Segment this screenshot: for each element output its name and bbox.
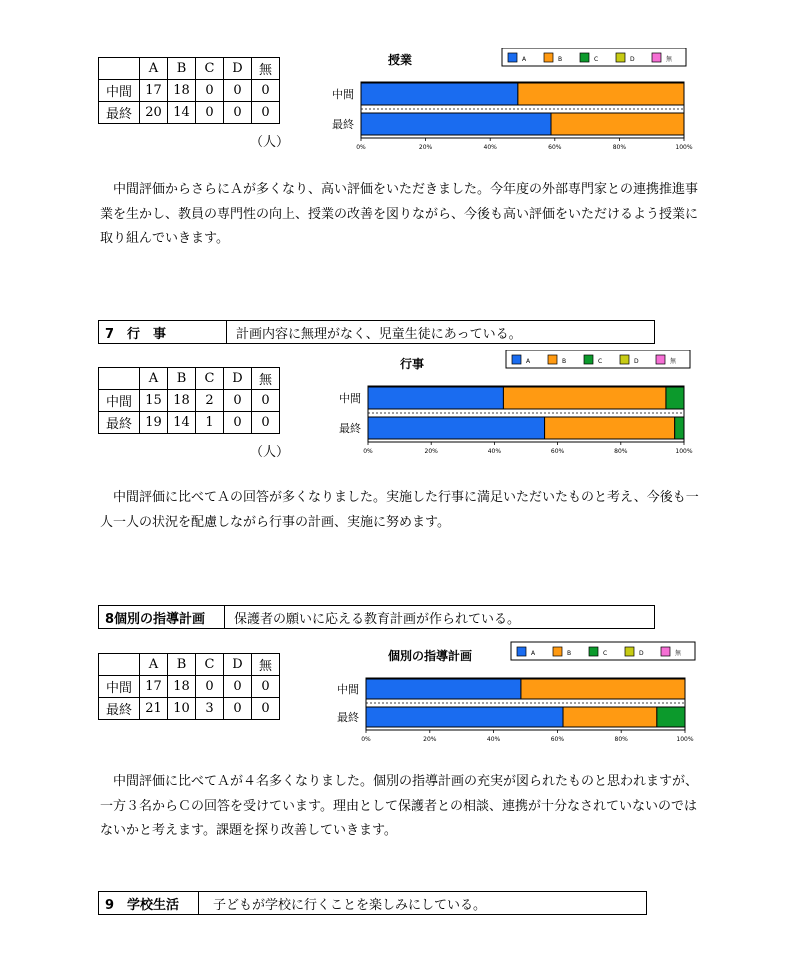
bar-segment xyxy=(521,679,685,699)
legend-swatch xyxy=(544,53,553,62)
legend xyxy=(506,350,690,368)
legend-swatch xyxy=(589,647,598,656)
category-label: 最終 xyxy=(337,711,359,724)
cell: 17 xyxy=(140,676,168,698)
legend-label: A xyxy=(522,56,527,63)
x-tick-label: 100% xyxy=(675,144,693,151)
legend-label: A xyxy=(531,650,536,657)
cell: 0 xyxy=(196,80,224,102)
x-tick-label: 40% xyxy=(487,448,502,455)
section-criterion: 計画内容に無理がなく、児童生徒にあっている。 xyxy=(236,326,522,342)
bar-segment xyxy=(368,387,503,409)
col-header-a: A xyxy=(140,654,168,676)
col-header-d: D xyxy=(224,58,252,80)
cell: 0 xyxy=(196,102,224,124)
paragraph: 中間評価からさらにＡが多くなり、高い評価をいただきました。今年度の外部専門家との連携推進事業を生かし、教員の専門性の向上、授業の改善を図りながら、今後も高い評価をいただけるよう授業に取り組んでいきます。 xyxy=(100,182,699,246)
x-tick-label: 60% xyxy=(548,144,562,151)
cell: 0 xyxy=(252,80,280,102)
bar-segment xyxy=(657,707,685,727)
cell: 0 xyxy=(224,102,252,124)
section-criterion: 保護者の願いに応える教育計画が作られている。 xyxy=(234,611,521,627)
legend-swatch xyxy=(656,355,665,364)
legend-label: C xyxy=(598,358,603,365)
cell: 0 xyxy=(252,390,280,412)
bar-segment xyxy=(503,387,666,409)
x-tick-label: 80% xyxy=(614,736,628,743)
category-label: 最終 xyxy=(339,422,361,435)
cell: 0 xyxy=(224,676,252,698)
col-header-b: B xyxy=(168,368,196,390)
bar-segment xyxy=(361,83,518,105)
table-row xyxy=(99,698,280,720)
x-tick-label: 0% xyxy=(356,144,366,151)
cell: 0 xyxy=(252,102,280,124)
bar-segment xyxy=(368,417,545,439)
bar-segment xyxy=(563,707,657,727)
unit-label: （人） xyxy=(250,445,290,460)
cell: 10 xyxy=(168,698,196,720)
bar-segment xyxy=(518,83,684,105)
col-header-a: A xyxy=(140,368,168,390)
x-tick-label: 40% xyxy=(483,144,497,151)
table-row xyxy=(99,412,280,434)
bar-segment xyxy=(361,113,551,135)
legend xyxy=(511,642,695,660)
table-row xyxy=(99,80,280,102)
legend-swatch xyxy=(625,647,634,656)
col-header-b: B xyxy=(168,654,196,676)
cell: 0 xyxy=(252,412,280,434)
cell: 14 xyxy=(168,412,196,434)
col-header-c: C xyxy=(196,368,224,390)
section-header xyxy=(98,605,655,629)
section-label: 7 行 事 xyxy=(99,321,227,343)
x-tick-label: 60% xyxy=(550,736,565,743)
count-table xyxy=(98,57,280,124)
legend-swatch xyxy=(512,355,521,364)
count-table xyxy=(98,653,280,720)
section-header xyxy=(98,320,655,344)
x-tick-label: 100% xyxy=(675,448,693,455)
chart-title: 個別の指導計画 xyxy=(388,649,473,663)
col-header-d: D xyxy=(224,368,252,390)
cell: 18 xyxy=(168,80,196,102)
table-corner xyxy=(99,654,140,676)
row-label: 中間 xyxy=(99,390,140,412)
legend-swatch xyxy=(584,355,593,364)
category-label: 中間 xyxy=(337,683,359,696)
legend-swatch xyxy=(517,647,526,656)
table-row xyxy=(99,102,280,124)
chart-svg xyxy=(330,48,700,160)
legend-swatch xyxy=(553,647,562,656)
cell: 3 xyxy=(196,698,224,720)
chart-event xyxy=(330,350,700,462)
cell: 14 xyxy=(168,102,196,124)
legend-swatch xyxy=(580,53,589,62)
legend-label: A xyxy=(526,358,531,365)
cell: 18 xyxy=(168,390,196,412)
legend-swatch xyxy=(548,355,557,364)
row-label: 最終 xyxy=(99,412,140,434)
unit-label: （人） xyxy=(250,135,290,150)
bar-segment xyxy=(666,387,684,409)
row-label: 中間 xyxy=(99,80,140,102)
cell: 15 xyxy=(140,390,168,412)
cell: 2 xyxy=(196,390,224,412)
chart-class xyxy=(330,48,700,160)
x-tick-label: 0% xyxy=(361,736,371,743)
paragraph: 中間評価に比べてＡの回答が多くなりました。実施した行事に満足いただいたものと考え、今後も一人一人の状況を配慮しながら行事の計画、実施に努めます。 xyxy=(100,490,699,530)
chart-title: 授業 xyxy=(388,53,413,67)
legend xyxy=(502,48,686,66)
row-label: 最終 xyxy=(99,102,140,124)
legend-label: 無 xyxy=(675,650,682,657)
col-header-none: 無 xyxy=(252,654,280,676)
row-label: 最終 xyxy=(99,698,140,720)
x-tick-label: 20% xyxy=(423,736,437,743)
x-tick-label: 60% xyxy=(550,448,565,455)
col-header-none: 無 xyxy=(252,58,280,80)
legend-label: B xyxy=(562,358,567,365)
section-criterion: 子どもが学校に行くことを楽しみにしている。 xyxy=(213,897,487,913)
legend-label: D xyxy=(634,358,639,365)
legend-label: B xyxy=(558,56,563,63)
cell: 17 xyxy=(140,80,168,102)
chart-svg xyxy=(330,638,700,750)
x-tick-label: 80% xyxy=(614,448,628,455)
table-corner xyxy=(99,368,140,390)
cell: 0 xyxy=(252,676,280,698)
cell: 19 xyxy=(140,412,168,434)
legend-label: B xyxy=(567,650,572,657)
category-label: 中間 xyxy=(332,88,354,101)
cell: 18 xyxy=(168,676,196,698)
x-tick-label: 100% xyxy=(676,736,694,743)
count-table xyxy=(98,367,280,434)
x-tick-label: 20% xyxy=(424,448,438,455)
bar-segment xyxy=(366,679,521,699)
col-header-c: C xyxy=(196,58,224,80)
x-tick-label: 80% xyxy=(612,144,627,151)
cell: 0 xyxy=(224,412,252,434)
section-label: 8個別の指導計画 xyxy=(99,606,225,628)
chart-svg xyxy=(330,350,700,462)
x-tick-label: 20% xyxy=(418,144,433,151)
table-corner xyxy=(99,58,140,80)
legend-label: 無 xyxy=(670,358,677,365)
cell: 21 xyxy=(140,698,168,720)
col-header-a: A xyxy=(140,58,168,80)
category-label: 最終 xyxy=(332,118,354,131)
col-header-b: B xyxy=(168,58,196,80)
legend-swatch xyxy=(652,53,661,62)
table-row xyxy=(99,390,280,412)
legend-swatch xyxy=(661,647,670,656)
cell: 20 xyxy=(140,102,168,124)
bar-segment xyxy=(366,707,563,727)
paragraph: 中間評価に比べてＡが４名多くなりました。個別の指導計画の充実が図られたものと思われますが、一方３名からＣの回答を受けています。理由として保護者との相談、連携が十分なされていないのではないかと考えます。課題を探り改善していきます。 xyxy=(100,774,699,838)
cell: 1 xyxy=(196,412,224,434)
row-label: 中間 xyxy=(99,676,140,698)
legend-label: C xyxy=(594,56,599,63)
category-label: 中間 xyxy=(339,392,361,405)
bar-segment xyxy=(675,417,684,439)
cell: 0 xyxy=(224,390,252,412)
legend-swatch xyxy=(616,53,625,62)
cell: 0 xyxy=(252,698,280,720)
table-row xyxy=(99,676,280,698)
legend-label: 無 xyxy=(666,56,673,63)
legend-label: D xyxy=(639,650,644,657)
chart-title: 行事 xyxy=(400,357,425,371)
legend-label: D xyxy=(630,56,635,63)
x-tick-label: 0% xyxy=(363,448,373,455)
chart-individual-plan xyxy=(330,638,700,750)
x-tick-label: 40% xyxy=(486,736,501,743)
bar-segment xyxy=(551,113,684,135)
legend-swatch xyxy=(508,53,517,62)
col-header-c: C xyxy=(196,654,224,676)
cell: 0 xyxy=(196,676,224,698)
cell: 0 xyxy=(224,80,252,102)
col-header-none: 無 xyxy=(252,368,280,390)
cell: 0 xyxy=(224,698,252,720)
legend-label: C xyxy=(603,650,608,657)
legend-swatch xyxy=(620,355,629,364)
section-label: 9 学校生活 xyxy=(99,892,199,914)
section-header xyxy=(98,891,647,915)
col-header-d: D xyxy=(224,654,252,676)
bar-segment xyxy=(545,417,675,439)
